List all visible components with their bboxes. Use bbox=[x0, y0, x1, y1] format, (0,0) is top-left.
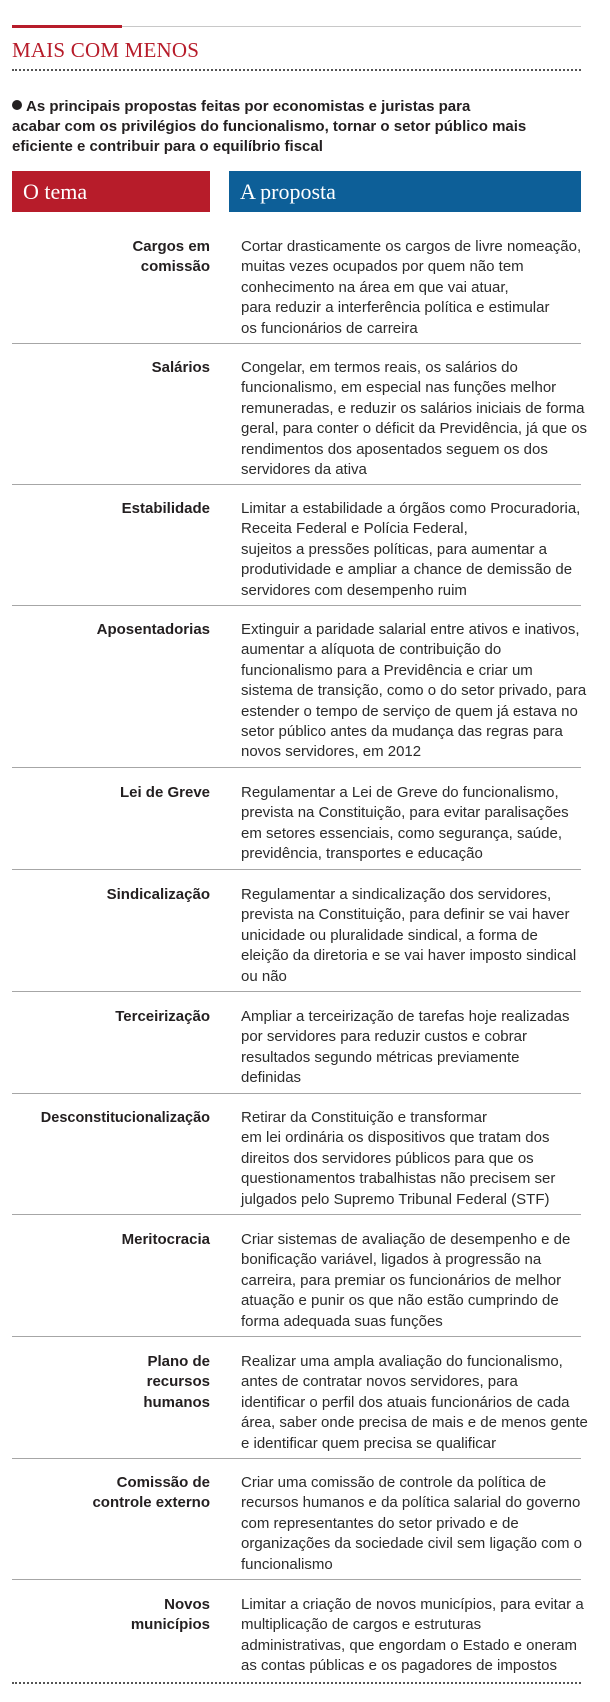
column-header-tema: O tema bbox=[12, 171, 210, 212]
intro-line-1: As principais propostas feitas por economistas e juristas para bbox=[26, 98, 471, 115]
row-divider bbox=[12, 1458, 581, 1459]
row-divider bbox=[12, 605, 581, 606]
row-theme: Salários bbox=[151, 359, 210, 376]
row-theme: Desconstitucionalização bbox=[40, 1110, 210, 1126]
row-proposal: Limitar a estabilidade a órgãos como Procuradoria, Receita Federal e Polícia Federal, sujeitos a pressões políticas, para aumentar a produtividade e ampliar a chance de demissão de servidores com desempenho ruim bbox=[241, 500, 581, 599]
title-dotted-divider bbox=[12, 69, 581, 71]
row-theme: Terceirização bbox=[115, 1008, 210, 1025]
row-proposal: Extinguir a paridade salarial entre ativos e inativos, aumentar a alíquota de contribuição do funcionalismo para a Previdência e criar um sistema de transição, como o do setor privado, para estender o tempo de serviço de quem já estava no setor público antes da mudança das regras para novos servidores, em 2012 bbox=[241, 621, 587, 761]
row-theme: Comissão de controle externo bbox=[92, 1474, 210, 1512]
row-proposal: Realizar uma ampla avaliação do funcionalismo, antes de contratar novos servidores, para identificar o perfil dos atuais funcionários de cada área, saber onde precisa de mais e de menos gente e identificar quem precisa se qualificar bbox=[241, 1353, 588, 1452]
intro-line-3: eficiente e contribuir para o equilíbrio fiscal bbox=[12, 138, 323, 155]
row-divider bbox=[12, 1093, 581, 1094]
bottom-dotted-divider bbox=[12, 1682, 581, 1684]
row-proposal: Congelar, em termos reais, os salários do funcionalismo, em especial nas funções melhor remuneradas, e reduzir os salários iniciais de forma geral, para conter o déficit da Previdência, já que os rendimentos dos aposentados seguem os dos servidores da ativa bbox=[241, 359, 588, 479]
row-divider bbox=[12, 1214, 581, 1215]
column-header-proposta: A proposta bbox=[229, 171, 581, 212]
row-theme: Aposentadorias bbox=[96, 621, 210, 638]
row-proposal: Ampliar a terceirização de tarefas hoje realizadas por servidores para reduzir custos e cobrar resultados segundo métricas previamente definidas bbox=[241, 1008, 570, 1087]
bullet-icon bbox=[12, 100, 22, 110]
row-theme: Lei de Greve bbox=[119, 784, 210, 801]
row-theme: Sindicalização bbox=[106, 886, 210, 903]
row-theme: Estabilidade bbox=[121, 500, 210, 517]
intro-text bbox=[12, 97, 577, 157]
row-divider bbox=[12, 343, 581, 344]
row-divider bbox=[12, 869, 581, 870]
title-top-rule bbox=[122, 26, 581, 27]
row-theme: Meritocracia bbox=[121, 1231, 210, 1248]
row-divider bbox=[12, 1579, 581, 1580]
row-theme: Cargos em comissão bbox=[132, 238, 210, 276]
row-proposal: Regulamentar a sindicalização dos servidores, prevista na Constituição, para definir se vai haver unicidade ou pluralidade sindical, a forma de eleição da diretoria e se vai haver imposto sindical ou não bbox=[241, 886, 577, 985]
row-divider bbox=[12, 767, 581, 768]
row-proposal: Cortar drasticamente os cargos de livre nomeação, muitas vezes ocupados por quem não tem conhecimento na área em que vai atuar, para reduzir a interferência política e estimular os funcionários de carreira bbox=[241, 238, 582, 337]
row-divider bbox=[12, 484, 581, 485]
intro-line-2: acabar com os privilégios do funcionalismo, tornar o setor público mais bbox=[12, 118, 527, 135]
row-proposal: Regulamentar a Lei de Greve do funcionalismo, prevista na Constituição, para evitar paralisações em setores essenciais, como segurança, saúde, previdência, transportes e educação bbox=[241, 784, 569, 863]
row-divider bbox=[12, 1336, 581, 1337]
row-proposal: Criar uma comissão de controle da política de recursos humanos e da política salarial do governo com representantes do setor privado e de organizações da sociedade civil sem ligação com o funcionalismo bbox=[241, 1474, 583, 1573]
row-proposal: Retirar da Constituição e transformar em lei ordinária os dispositivos que tratam dos direitos dos servidores públicos para que os questionamentos trabalhistas não precisem ser julgados pelo Supremo Tribunal Federal (STF) bbox=[241, 1109, 556, 1208]
row-theme: Plano de recursos humanos bbox=[143, 1353, 210, 1411]
row-theme: Novos municípios bbox=[130, 1596, 210, 1634]
title-accent-rule bbox=[12, 25, 122, 28]
row-proposal: Limitar a criação de novos municípios, para evitar a multiplicação de cargos e estruturas administrativas, que engordam o Estado e oneram as contas públicas e os pagadores de impostos bbox=[241, 1596, 584, 1675]
row-divider bbox=[12, 991, 581, 992]
row-proposal: Criar sistemas de avaliação de desempenho e de bonificação variável, ligados à progressão na carreira, para premiar os funcionários de melhor atuação e punir os que não estão cumprindo de forma adequada suas funções bbox=[241, 1231, 571, 1330]
page-title: MAIS COM MENOS bbox=[12, 38, 200, 62]
